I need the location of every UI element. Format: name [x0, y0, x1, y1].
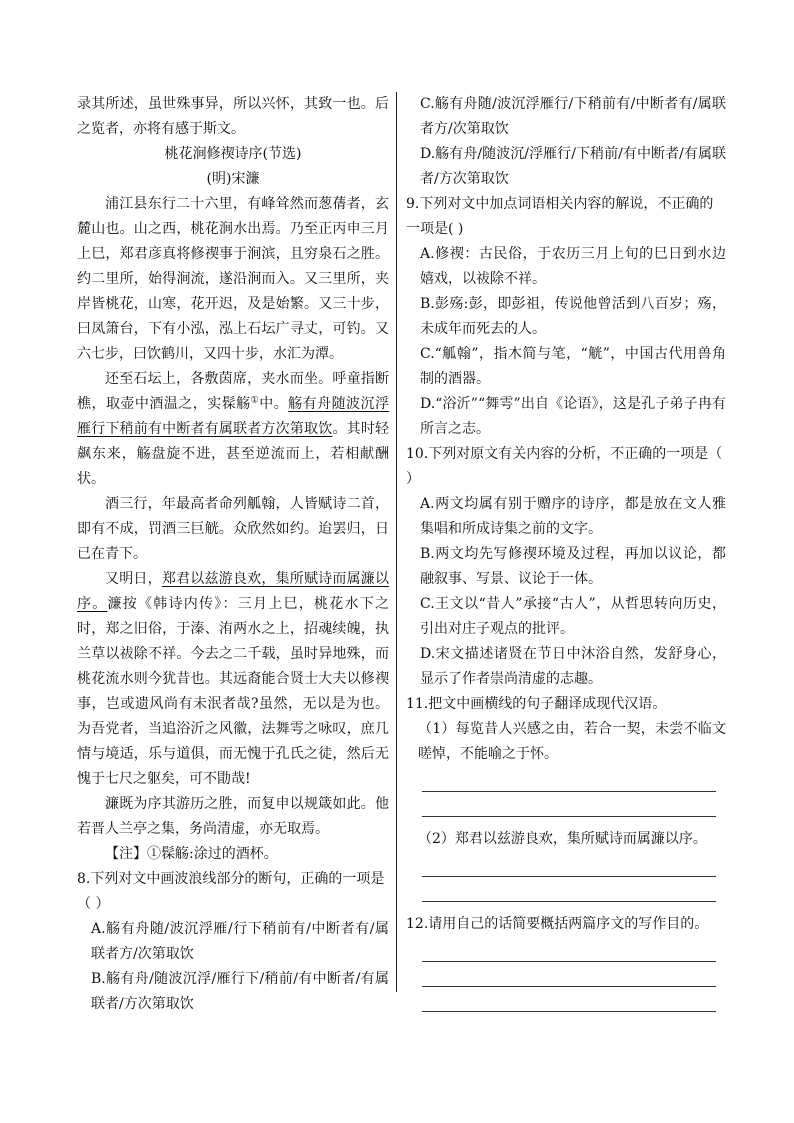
- paragraph-2-text-b: 中。: [259, 396, 289, 412]
- question-9-option-a[interactable]: A.修禊：古民俗，于农历三月上旬的巳日到水边嬉戏，以祓除不祥。: [420, 246, 726, 287]
- question-9-option-b[interactable]: B.彭殇:彭，即彭祖，传说他曾活到八百岁；殇，未成年而死去的人。: [420, 296, 726, 337]
- left-column: [77, 92, 389, 1017]
- answer-line[interactable]: [422, 986, 716, 987]
- question-9-option-d[interactable]: D.“浴沂”“舞雩”出自《论语》，这是孔子弟子冉有所言之志。: [420, 396, 726, 437]
- answer-line[interactable]: [422, 961, 716, 962]
- footnote: 【注】①髹觞:涂过的酒杯。: [105, 846, 278, 862]
- underlined-sentence: 郑君以兹游良欢，集所赋诗而属濂以序。: [77, 571, 390, 612]
- question-10-option-a[interactable]: A.两文均属有别于赠序的诗序，都是放在文人雅集唱和所成诗集之前的文字。: [420, 496, 726, 537]
- paragraph-2-text-a: 还至石坛上，各敷茵席，夹水而坐。呼童指断樵，取壶中酒温之，实髹觞: [77, 371, 389, 412]
- answer-line[interactable]: [422, 1011, 716, 1012]
- question-11-part-2: （2）郑君以兹游良欢，集所赋诗而属濂以序。: [418, 831, 707, 847]
- question-8-option-c[interactable]: C.觞有舟随/波沉浮雁行/下稍前有/中断者有/属联者方/次第取饮: [420, 96, 726, 137]
- intro-paragraph: 录其所述，虽世殊事异，所以兴怀，其致一也。后之览者，亦将有感于斯文。: [77, 96, 389, 137]
- paragraph-4-text-a: 又明日，: [105, 571, 162, 587]
- wavy-underlined-sentence: 觞有舟随波沉浮雁行下稍前有中断者有属联者方次第取饮: [77, 396, 390, 437]
- question-11-part-1: （1）每览昔人兴感之由，若合一契，未尝不临文嗟悼，不能喻之于怀。: [418, 721, 726, 762]
- paragraph-4-text-b: 濂按《韩诗内传》：三月上巳，桃花水下之时，郑之旧俗，于溱、洧两水之上，招魂续魄，执兰草以祓除不祥。今去之二千载，虽时异地殊，而桃花流水则今犹昔也。其远裔能合贤士大夫以修禊事，岂或遗风尚有未泯者哉?虽然，无以是为也。为吾党者，当追浴沂之风徽，法舞雩之咏叹，庶几情与境适，乐与道俱，而无愧于孔氏之徒，然后无愧于七尺之躯矣，可不勖哉!: [77, 596, 389, 787]
- answer-line[interactable]: [422, 876, 716, 877]
- passage-paragraph-5: 濂既为序其游历之胜，而复申以规箴如此。他若晋人兰亭之集，务尚清虚，亦无取焉。: [77, 796, 389, 837]
- passage-paragraph-1: 浦江县东行二十六里，有峰耸然而葱蒨者，玄麓山也。山之西，桃花涧水出焉。乃至正丙申三月上巳，郑君彦真将修禊事于涧滨，且穷泉石之胜。约二里所，始得涧流，遂沿涧而入。又三里所，夹岸皆桃花，山寒，花开迟，及是始繁。又三十步，曰凤箫台，下有小泓，泓上石坛广寻丈，可钓。又六七步，曰饮鹤川，又四十步，水汇为潭。: [77, 196, 389, 362]
- answer-line[interactable]: [422, 791, 716, 792]
- passage-paragraph-4: [77, 567, 389, 792]
- passage-paragraph-2: [77, 367, 389, 492]
- column-divider: [396, 92, 397, 992]
- answer-line[interactable]: [422, 901, 716, 902]
- question-8-option-b[interactable]: B.觞有舟/随波沉浮/雁行下/稍前/有中断者/有属联者/方次第取饮: [91, 971, 389, 1012]
- question-10-stem: 10.下列对原文有关内容的分析，不正确的一项是（ ）: [406, 446, 723, 487]
- question-8-option-a[interactable]: A.觞有舟随/波沉浮雁/行下稍前有/中断者有/属联者方/次第取饮: [91, 921, 389, 962]
- question-8-stem: 8.下列对文中画波浪线部分的断句，正确的一项是（ ）: [77, 871, 385, 912]
- question-9-stem: 9.下列对文中加点词语相关内容的解说，不正确的一项是( ): [406, 196, 714, 237]
- question-12-stem: 12.请用自己的话简要概括两篇序文的写作目的。: [406, 916, 709, 932]
- passage-paragraph-3: 酒三行，年最高者命列觚翰，人皆赋诗二首，即有不成，罚酒三巨觥。众欣然如约。迨罢归，日已在青下。: [77, 496, 389, 562]
- question-10-option-b[interactable]: B.两文均先写修禊环境及过程，再加以议论，都融叙事、写景、议论于一体。: [420, 546, 726, 587]
- passage-title: 桃花涧修禊诗序(节选): [164, 146, 302, 162]
- question-10-option-c[interactable]: C.王文以“昔人”承接“古人”，从哲思转向历史，引出对庄子观点的批评。: [420, 596, 726, 637]
- right-column: [406, 92, 726, 1036]
- passage-author: (明)宋濂: [206, 171, 260, 187]
- paragraph-2-text-c: 。其时轻飙东来，觞盘旋不进，甚至逆流而上，若相献酬状。: [77, 421, 390, 487]
- question-9-option-c[interactable]: C.“觚翰”，指木简与笔，“觥”，中国古代用兽角制的酒器。: [420, 346, 726, 387]
- footnote-marker: ①: [250, 395, 260, 406]
- question-8-option-d[interactable]: D.觞有舟/随波沉/浮雁行/下稍前/有中断者/有属联者/方次第取饮: [420, 146, 726, 187]
- question-11-stem: 11.把文中画横线的句子翻译成现代汉语。: [406, 696, 667, 712]
- answer-line[interactable]: [422, 816, 716, 817]
- question-10-option-d[interactable]: D.宋文描述诸贤在节日中沐浴自然，发舒身心，显示了作者崇尚清虚的志趣。: [420, 646, 726, 687]
